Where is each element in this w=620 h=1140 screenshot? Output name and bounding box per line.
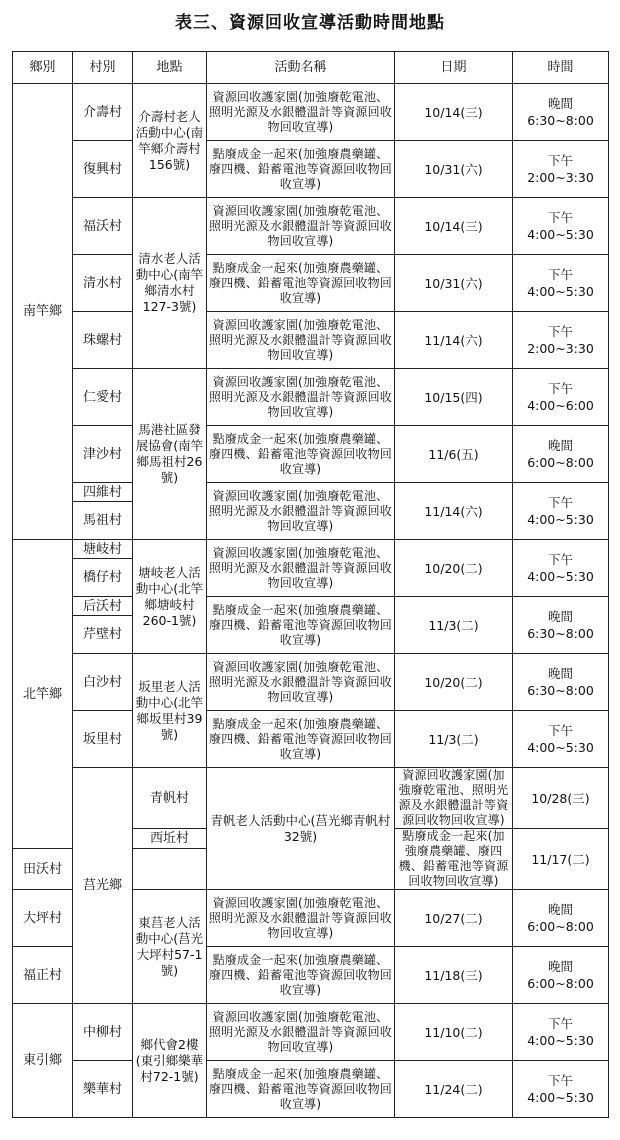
village-cell: 大坪村 [13, 890, 73, 947]
date-cell: 10/14(三) [395, 198, 513, 255]
table-row [13, 540, 609, 559]
village-cell: 芹壁村 [73, 616, 133, 654]
table-row [13, 483, 609, 502]
village-cell: 青帆村 [133, 768, 207, 829]
village-cell: 田沃村 [13, 849, 73, 890]
activity-cell: 資源回收護家園(加強廢乾電池、照明光源及水銀體溫計等資源回收物回收宣導) [207, 890, 395, 947]
township-cell: 南竿鄉 [13, 84, 73, 540]
date-cell: 11/14(六) [395, 483, 513, 540]
location-cell: 塘岐老人活動中心(北竿鄉塘岐村260-1號) [133, 540, 207, 654]
header-time: 時間 [513, 52, 609, 84]
village-cell: 橋仔村 [73, 559, 133, 597]
village-cell: 福沃村 [73, 198, 133, 255]
table-row [13, 426, 609, 483]
activity-cell: 資源回收護家園(加強廢乾電池、照明光源及水銀體溫計等資源回收物回收宣導) [207, 198, 395, 255]
date-cell: 11/3(二) [395, 597, 513, 654]
township-cell: 北竿鄉 [13, 540, 73, 849]
schedule-table [12, 51, 609, 1118]
township-cell: 東引鄉 [13, 1004, 73, 1118]
date-cell: 11/24(二) [395, 1061, 513, 1118]
activity-cell: 資源回收護家園(加強廢乾電池、照明光源及水銀體溫計等資源回收物回收宣導) [207, 483, 395, 540]
village-cell: 介壽村 [73, 84, 133, 141]
village-cell: 四維村 [73, 483, 133, 502]
time-cell: 晚間 6:30~8:00 [513, 597, 609, 654]
header-date: 日期 [395, 52, 513, 84]
table-title: 表三、資源回收宣導活動時間地點 [175, 13, 445, 33]
village-cell: 坂里村 [73, 711, 133, 768]
activity-cell: 點廢成金一起來(加強廢農藥罐、廢四機、鉛蓄電池等資源回收物回收宣導) [207, 426, 395, 483]
activity-cell: 資源回收護家園(加強廢乾電池、照明光源及水銀體溫計等資源回收物回收宣導) [207, 312, 395, 369]
location-cell: 坂里老人活動中心(北竿鄉坂里村39號) [133, 654, 207, 768]
village-cell: 中柳村 [73, 1004, 133, 1061]
village-cell: 珠螺村 [73, 312, 133, 369]
time-cell: 下午 4:00~5:30 [513, 198, 609, 255]
time-cell: 晚間 6:00~8:00 [513, 890, 609, 947]
activity-cell: 點廢成金一起來(加強廢農藥罐、廢四機、鉛蓄電池等資源回收物回收宣導) [207, 255, 395, 312]
table-row [13, 84, 609, 141]
village-cell: 塘岐村 [73, 540, 133, 559]
table-row [13, 1004, 609, 1061]
location-cell: 介壽村老人活動中心(南竿鄉介壽村156號) [133, 84, 207, 198]
village-cell: 仁愛村 [73, 369, 133, 426]
location-cell: 鄉代會2樓(東引鄉樂華村72-1號) [133, 1004, 207, 1118]
table-row [13, 711, 609, 768]
table-row [13, 198, 609, 255]
activity-cell: 資源回收護家園(加強廢乾電池、照明光源及水銀體溫計等資源回收物回收宣導) [395, 768, 513, 829]
date-cell: 11/14(六) [395, 312, 513, 369]
header-activity: 活動名稱 [207, 52, 395, 84]
header-village: 村別 [73, 52, 133, 84]
table-row [13, 1061, 609, 1118]
date-cell: 11/10(二) [395, 1004, 513, 1061]
date-cell: 10/28(三) [513, 768, 609, 829]
header-township: 鄉別 [13, 52, 73, 84]
village-cell: 津沙村 [73, 426, 133, 483]
activity-cell: 點廢成金一起來(加強廢農藥罐、廢四機、鉛蓄電池等資源回收物回收宣導) [207, 947, 395, 1004]
location-cell: 東莒老人活動中心(莒光大坪村57-1號) [133, 890, 207, 1004]
header-location: 地點 [133, 52, 207, 84]
table-row [13, 141, 609, 198]
table-row [13, 597, 609, 616]
village-cell: 福正村 [13, 947, 73, 1004]
date-cell: 10/31(六) [395, 255, 513, 312]
table-row [13, 654, 609, 711]
date-cell: 10/20(二) [395, 540, 513, 597]
date-cell: 10/27(二) [395, 890, 513, 947]
time-cell: 下午 2:00~3:30 [513, 312, 609, 369]
date-cell: 11/18(三) [395, 947, 513, 1004]
location-cell: 清水老人活動中心(南竿鄉清水村127-3號) [133, 198, 207, 369]
location-cell: 青帆老人活動中心(莒光鄉青帆村32號) [207, 768, 395, 890]
village-cell: 樂華村 [73, 1061, 133, 1118]
date-cell: 10/20(二) [395, 654, 513, 711]
time-cell: 下午 4:00~5:30 [513, 1061, 609, 1118]
activity-cell: 資源回收護家園(加強廢乾電池、照明光源及水銀體溫計等資源回收物回收宣導) [207, 84, 395, 141]
time-cell: 下午 4:00~5:30 [513, 1004, 609, 1061]
time-cell: 晚間 6:30~8:00 [513, 84, 609, 141]
date-cell: 10/31(六) [395, 141, 513, 198]
village-cell: 清水村 [73, 255, 133, 312]
date-cell: 11/17(二) [513, 829, 609, 890]
activity-cell: 資源回收護家園(加強廢乾電池、照明光源及水銀體溫計等資源回收物回收宣導) [207, 654, 395, 711]
table-row [13, 768, 609, 829]
activity-cell: 資源回收護家園(加強廢乾電池、照明光源及水銀體溫計等資源回收物回收宣導) [207, 369, 395, 426]
table-row [13, 369, 609, 426]
location-cell: 馬港社區發展協會(南竿鄉馬祖村26號) [133, 369, 207, 540]
time-cell: 晚間 6:30~8:00 [513, 654, 609, 711]
time-cell: 晚間 6:00~8:00 [513, 947, 609, 1004]
activity-cell: 資源回收護家園(加強廢乾電池、照明光源及水銀體溫計等資源回收物回收宣導) [207, 540, 395, 597]
village-cell: 白沙村 [73, 654, 133, 711]
date-cell: 11/6(五) [395, 426, 513, 483]
time-cell: 下午 4:00~6:00 [513, 369, 609, 426]
activity-cell: 點廢成金一起來(加強廢農藥罐、廢四機、鉛蓄電池等資源回收物回收宣導) [207, 1061, 395, 1118]
table-row [13, 312, 609, 369]
activity-cell: 資源回收護家園(加強廢乾電池、照明光源及水銀體溫計等資源回收物回收宣導) [207, 1004, 395, 1061]
time-cell: 下午 4:00~5:30 [513, 711, 609, 768]
header-row [13, 52, 609, 84]
date-cell: 10/15(四) [395, 369, 513, 426]
village-cell: 后沃村 [73, 597, 133, 616]
village-cell: 西坵村 [133, 829, 207, 849]
time-cell: 下午 4:00~5:30 [513, 255, 609, 312]
activity-cell: 點廢成金一起來(加強廢農藥罐、廢四機、鉛蓄電池等資源回收物回收宣導) [207, 711, 395, 768]
township-cell: 莒光鄉 [73, 768, 133, 1004]
time-cell: 晚間 6:00~8:00 [513, 426, 609, 483]
time-cell: 下午 2:00~3:30 [513, 141, 609, 198]
activity-cell: 點廢成金一起來(加強廢農藥罐、廢四機、鉛蓄電池等資源回收物回收宣導) [207, 141, 395, 198]
time-cell: 下午 4:00~5:30 [513, 540, 609, 597]
activity-cell: 點廢成金一起來(加強廢農藥罐、廢四機、鉛蓄電池等資源回收物回收宣導) [207, 597, 395, 654]
date-cell: 10/14(三) [395, 84, 513, 141]
activity-cell: 點廢成金一起來(加強廢農藥罐、廢四機、鉛蓄電池等資源回收物回收宣導) [395, 829, 513, 890]
village-cell: 復興村 [73, 141, 133, 198]
time-cell: 下午 4:00~5:30 [513, 483, 609, 540]
village-cell: 馬祖村 [73, 502, 133, 540]
date-cell: 11/3(二) [395, 711, 513, 768]
table-row [13, 255, 609, 312]
